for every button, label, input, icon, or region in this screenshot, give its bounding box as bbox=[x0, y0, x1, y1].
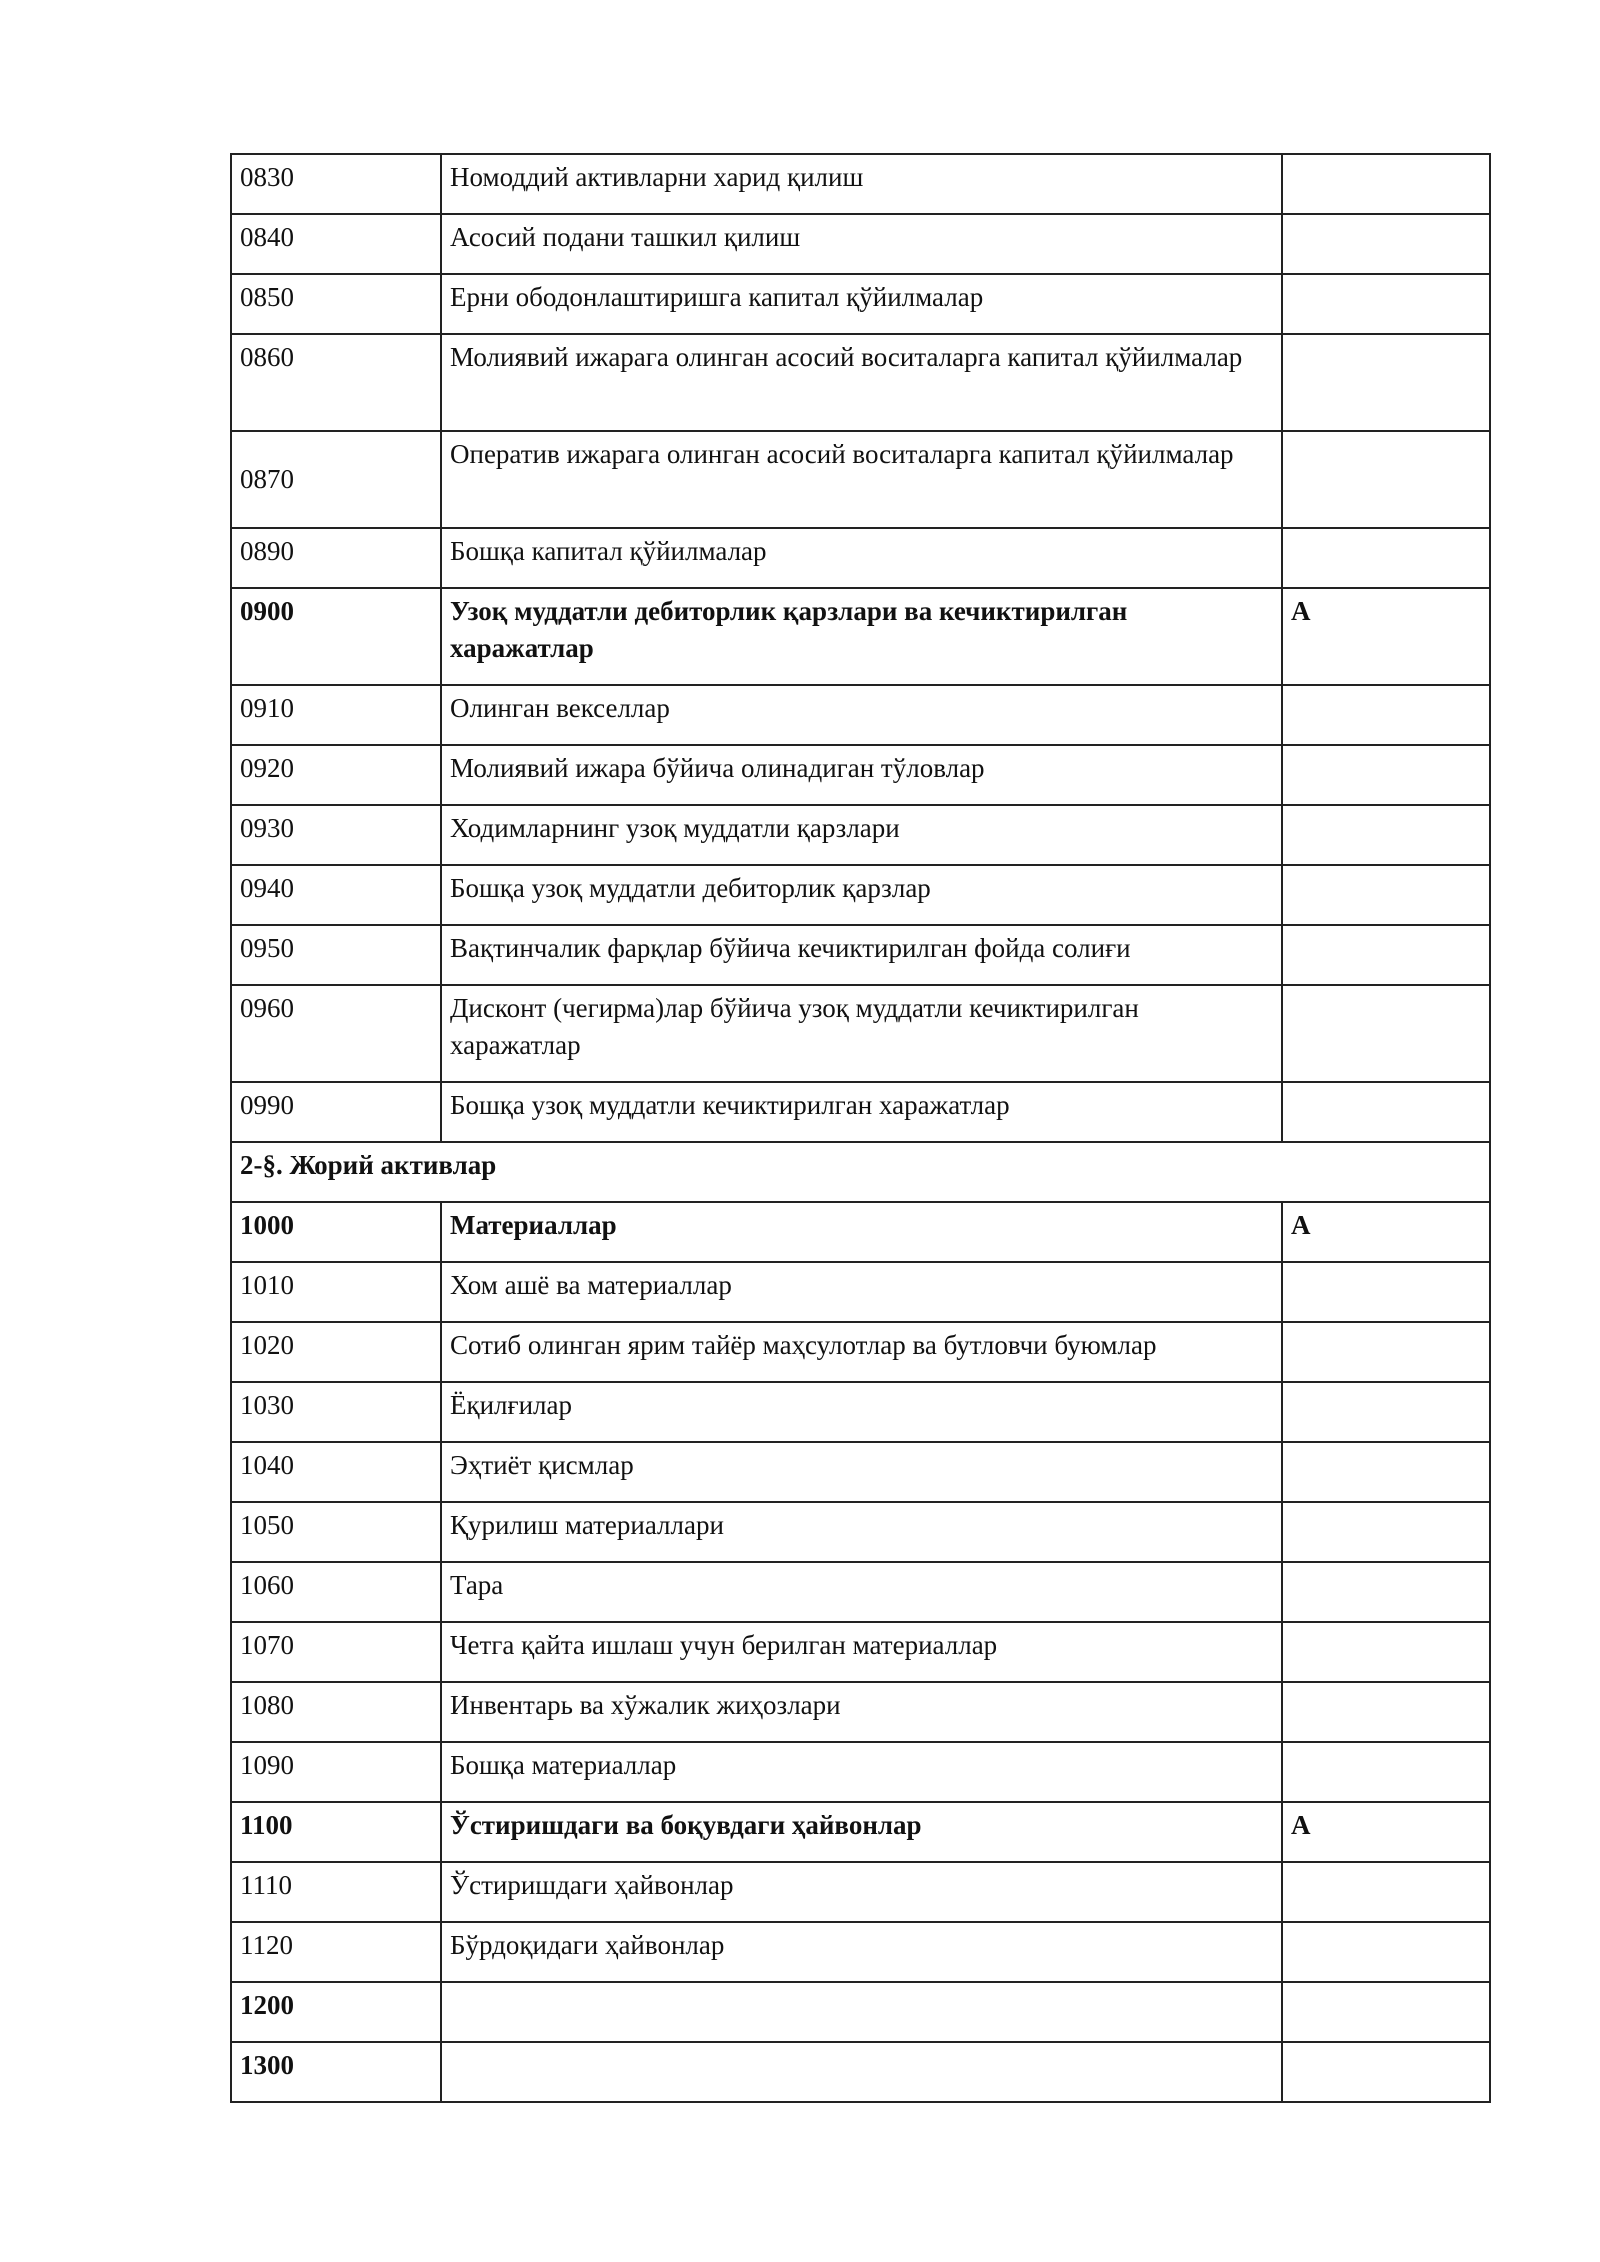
account-name-cell: Бошқа материаллар bbox=[441, 1742, 1282, 1802]
account-name-cell: Молиявий ижарага олинган асосий воситаларга капитал қўйилмалар bbox=[441, 334, 1282, 431]
account-row bbox=[231, 1322, 1490, 1382]
account-type-cell bbox=[1282, 154, 1490, 214]
account-row bbox=[231, 214, 1490, 274]
account-row bbox=[231, 334, 1490, 431]
account-code-cell: 0920 bbox=[231, 745, 441, 805]
account-type-cell bbox=[1282, 925, 1490, 985]
section-title: 2-§. Жорий активлар bbox=[231, 1142, 1490, 1202]
account-type-cell bbox=[1282, 431, 1490, 528]
account-name-cell: Дисконт (чегирма)лар бўйича узоқ муддатли кечиктирилган харажатлар bbox=[441, 985, 1282, 1082]
account-name-cell bbox=[441, 1982, 1282, 2042]
account-name-cell: Молиявий ижара бўйича олинадиган тўловлар bbox=[441, 745, 1282, 805]
account-name-cell bbox=[441, 2042, 1282, 2102]
account-name-cell: Тара bbox=[441, 1562, 1282, 1622]
account-group-row bbox=[231, 1982, 1490, 2042]
account-code-cell: 0870 bbox=[231, 431, 441, 528]
account-group-row bbox=[231, 1202, 1490, 1262]
accounts-table-body bbox=[231, 154, 1490, 2102]
account-type-cell bbox=[1282, 1502, 1490, 1562]
account-row bbox=[231, 865, 1490, 925]
account-row bbox=[231, 1922, 1490, 1982]
account-name-cell: Вақтинчалик фарқлар бўйича кечиктирилган фойда солиғи bbox=[441, 925, 1282, 985]
account-name-cell: Материаллар bbox=[441, 1202, 1282, 1262]
account-name-cell: Бошқа узоқ муддатли кечиктирилган харажатлар bbox=[441, 1082, 1282, 1142]
accounts-table bbox=[230, 153, 1491, 2103]
account-group-row bbox=[231, 2042, 1490, 2102]
account-name-cell: Бошқа капитал қўйилмалар bbox=[441, 528, 1282, 588]
account-row bbox=[231, 1502, 1490, 1562]
account-code-cell: 1070 bbox=[231, 1622, 441, 1682]
account-row bbox=[231, 1742, 1490, 1802]
account-code-cell: 1060 bbox=[231, 1562, 441, 1622]
account-type-cell: А bbox=[1282, 1202, 1490, 1262]
account-name-cell: Ходимларнинг узоқ муддатли қарзлари bbox=[441, 805, 1282, 865]
account-code-cell: 1030 bbox=[231, 1382, 441, 1442]
account-row bbox=[231, 1442, 1490, 1502]
account-type-cell bbox=[1282, 274, 1490, 334]
account-name-cell: Қурилиш материаллари bbox=[441, 1502, 1282, 1562]
account-code-cell: 1200 bbox=[231, 1982, 441, 2042]
account-name-cell: Оператив ижарага олинган асосий воситаларга капитал қўйилмалар bbox=[441, 431, 1282, 528]
account-row bbox=[231, 745, 1490, 805]
account-group-row bbox=[231, 1802, 1490, 1862]
account-name-cell: Асосий подани ташкил қилиш bbox=[441, 214, 1282, 274]
account-row bbox=[231, 1562, 1490, 1622]
account-name-cell: Четга қайта ишлаш учун берилган материаллар bbox=[441, 1622, 1282, 1682]
account-code-cell: 0990 bbox=[231, 1082, 441, 1142]
account-name-cell: Хом ашё ва материаллар bbox=[441, 1262, 1282, 1322]
account-row bbox=[231, 1622, 1490, 1682]
account-type-cell bbox=[1282, 865, 1490, 925]
account-row bbox=[231, 154, 1490, 214]
account-name-cell: Инвентарь ва хўжалик жиҳозлари bbox=[441, 1682, 1282, 1742]
account-type-cell bbox=[1282, 1562, 1490, 1622]
account-code-cell: 1000 bbox=[231, 1202, 441, 1262]
account-row bbox=[231, 1382, 1490, 1442]
account-name-cell: Сотиб олинган ярим тайёр маҳсулотлар ва бутловчи буюмлар bbox=[441, 1322, 1282, 1382]
account-name-cell: Бўрдоқидаги ҳайвонлар bbox=[441, 1922, 1282, 1982]
account-row bbox=[231, 1682, 1490, 1742]
account-type-cell bbox=[1282, 214, 1490, 274]
account-type-cell: А bbox=[1282, 588, 1490, 685]
account-code-cell: 1110 bbox=[231, 1862, 441, 1922]
account-code-cell: 0940 bbox=[231, 865, 441, 925]
account-code-cell: 0840 bbox=[231, 214, 441, 274]
account-code-cell: 1010 bbox=[231, 1262, 441, 1322]
account-row bbox=[231, 1262, 1490, 1322]
account-type-cell bbox=[1282, 2042, 1490, 2102]
account-name-cell: Ўстиришдаги ҳайвонлар bbox=[441, 1862, 1282, 1922]
section-header-row bbox=[231, 1142, 1490, 1202]
account-code-cell: 0960 bbox=[231, 985, 441, 1082]
account-code-cell: 0850 bbox=[231, 274, 441, 334]
account-group-row bbox=[231, 588, 1490, 685]
account-type-cell bbox=[1282, 805, 1490, 865]
account-name-cell: Ерни ободонлаштиришга капитал қўйилмалар bbox=[441, 274, 1282, 334]
account-name-cell: Эҳтиёт қисмлар bbox=[441, 1442, 1282, 1502]
account-row bbox=[231, 1082, 1490, 1142]
account-name-cell: Узоқ муддатли дебиторлик қарзлари ва кечиктирилган харажатлар bbox=[441, 588, 1282, 685]
account-type-cell bbox=[1282, 745, 1490, 805]
account-code-cell: 1080 bbox=[231, 1682, 441, 1742]
account-code-cell: 1090 bbox=[231, 1742, 441, 1802]
account-row bbox=[231, 431, 1490, 528]
account-code-cell: 1120 bbox=[231, 1922, 441, 1982]
account-type-cell bbox=[1282, 1742, 1490, 1802]
account-code-cell: 0900 bbox=[231, 588, 441, 685]
account-code-cell: 0930 bbox=[231, 805, 441, 865]
account-row bbox=[231, 528, 1490, 588]
account-type-cell bbox=[1282, 1322, 1490, 1382]
account-type-cell bbox=[1282, 1682, 1490, 1742]
account-code-cell: 1300 bbox=[231, 2042, 441, 2102]
account-type-cell bbox=[1282, 1382, 1490, 1442]
account-code-cell: 1050 bbox=[231, 1502, 441, 1562]
account-name-cell: Ўстиришдаги ва боқувдаги ҳайвонлар bbox=[441, 1802, 1282, 1862]
account-name-cell: Бошқа узоқ муддатли дебиторлик қарзлар bbox=[441, 865, 1282, 925]
account-row bbox=[231, 805, 1490, 865]
account-row bbox=[231, 685, 1490, 745]
account-type-cell bbox=[1282, 1082, 1490, 1142]
account-code-cell: 0950 bbox=[231, 925, 441, 985]
account-code-cell: 1100 bbox=[231, 1802, 441, 1862]
account-type-cell bbox=[1282, 1982, 1490, 2042]
account-type-cell bbox=[1282, 1442, 1490, 1502]
account-code-cell: 0830 bbox=[231, 154, 441, 214]
account-code-cell: 1040 bbox=[231, 1442, 441, 1502]
account-type-cell bbox=[1282, 334, 1490, 431]
account-name-cell: Номоддий активларни харид қилиш bbox=[441, 154, 1282, 214]
account-name-cell: Ёқилғилар bbox=[441, 1382, 1282, 1442]
account-type-cell bbox=[1282, 1262, 1490, 1322]
account-row bbox=[231, 925, 1490, 985]
account-type-cell bbox=[1282, 528, 1490, 588]
account-row bbox=[231, 1862, 1490, 1922]
account-row bbox=[231, 274, 1490, 334]
account-code-cell: 1020 bbox=[231, 1322, 441, 1382]
account-type-cell bbox=[1282, 685, 1490, 745]
account-type-cell: А bbox=[1282, 1802, 1490, 1862]
account-code-cell: 0890 bbox=[231, 528, 441, 588]
account-name-cell: Олинган векселлар bbox=[441, 685, 1282, 745]
account-code-cell: 0860 bbox=[231, 334, 441, 431]
account-type-cell bbox=[1282, 1922, 1490, 1982]
account-type-cell bbox=[1282, 1862, 1490, 1922]
account-type-cell bbox=[1282, 985, 1490, 1082]
account-type-cell bbox=[1282, 1622, 1490, 1682]
account-code-cell: 0910 bbox=[231, 685, 441, 745]
account-row bbox=[231, 985, 1490, 1082]
